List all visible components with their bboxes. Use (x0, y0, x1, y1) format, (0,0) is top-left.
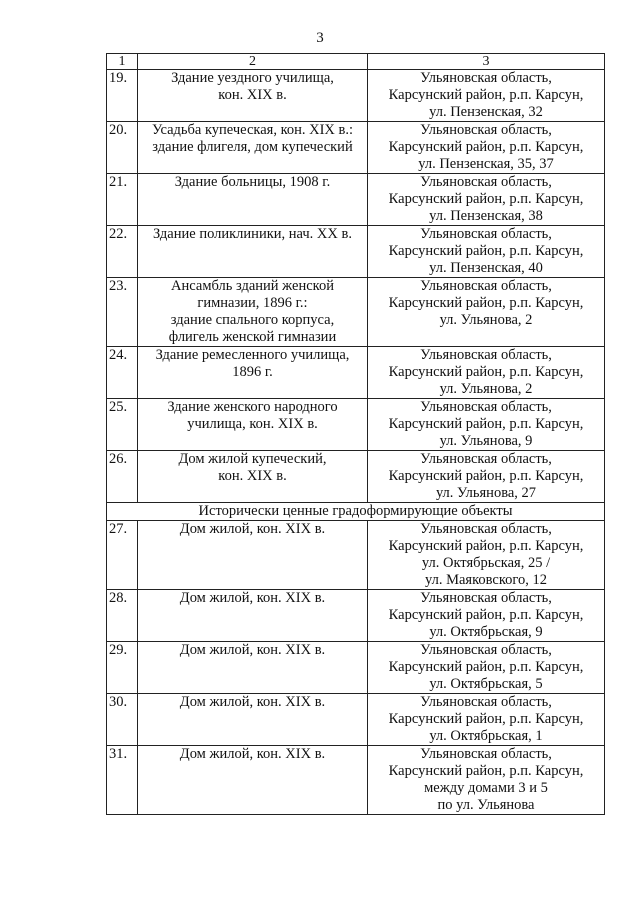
address-cell (368, 642, 605, 694)
object-name-line: гимназии, 1896 г.: (197, 295, 308, 311)
section-row (107, 503, 605, 521)
address-line: Карсунский район, р.п. Карсун, (388, 659, 584, 675)
address-line: Ульяновская область, (420, 694, 552, 710)
table-row (107, 70, 605, 122)
address-line: ул. Пензенская, 35, 37 (418, 156, 554, 172)
object-name-line: Дом жилой, кон. XIX в. (179, 694, 326, 710)
address-line: ул. Пензенская, 32 (429, 104, 543, 120)
header-col-1: 1 (107, 54, 138, 70)
address-line: Карсунский район, р.п. Карсун, (388, 538, 584, 554)
object-name-line: 1896 г. (232, 364, 273, 380)
address-line: Карсунский район, р.п. Карсун, (388, 139, 584, 155)
address-line: Карсунский район, р.п. Карсун, (388, 468, 584, 484)
object-name-cell (138, 590, 368, 642)
object-name-line: кон. XIX в. (218, 87, 287, 103)
row-number: 19. (107, 70, 138, 122)
table-row (107, 746, 605, 815)
table-row (107, 521, 605, 590)
table-row (107, 122, 605, 174)
object-name-cell (138, 226, 368, 278)
address-cell (368, 521, 605, 590)
object-name-cell (138, 174, 368, 226)
table-row (107, 451, 605, 503)
row-number: 22. (107, 226, 138, 278)
address-line: ул. Пензенская, 40 (429, 260, 543, 276)
address-line: Ульяновская область, (420, 590, 552, 606)
address-cell (368, 399, 605, 451)
object-name-line: здание спального корпуса, (170, 312, 335, 328)
object-name-cell (138, 694, 368, 746)
table-header-row (107, 54, 605, 70)
object-name-line: Здание ремесленного училища, (155, 347, 350, 363)
object-name-line: Здание поликлиники, нач. XX в. (153, 226, 352, 242)
object-name-line: Дом жилой, кон. XIX в. (179, 590, 326, 606)
address-line: Карсунский район, р.п. Карсун, (388, 711, 584, 727)
object-name-line: Дом жилой, кон. XIX в. (179, 746, 326, 762)
object-name-cell (138, 70, 368, 122)
address-line: Ульяновская область, (420, 746, 552, 762)
object-name-line: Дом жилой, кон. XIX в. (179, 521, 326, 537)
address-line: Ульяновская область, (420, 174, 552, 190)
address-line: между домами 3 и 5 (424, 780, 548, 796)
address-line: Ульяновская область, (420, 122, 552, 138)
address-cell (368, 746, 605, 815)
table-row (107, 226, 605, 278)
object-name-cell (138, 278, 368, 347)
address-cell (368, 451, 605, 503)
object-name-line: Здание больницы, 1908 г. (174, 174, 331, 190)
table-row (107, 694, 605, 746)
section-title: Исторически ценные градоформирующие объекты (107, 503, 605, 521)
address-line: ул. Октябрьская, 25 / (421, 555, 551, 571)
row-number: 28. (107, 590, 138, 642)
address-cell (368, 226, 605, 278)
address-line: по ул. Ульянова (437, 797, 535, 813)
object-name-cell (138, 347, 368, 399)
header-col-3: 3 (368, 54, 605, 70)
table-row (107, 347, 605, 399)
address-cell (368, 347, 605, 399)
object-name-line: Ансамбль зданий женской (171, 278, 334, 294)
object-name-cell (138, 521, 368, 590)
address-line: Карсунский район, р.п. Карсун, (388, 87, 584, 103)
table-row (107, 399, 605, 451)
address-line: ул. Ульянова, 27 (435, 485, 537, 501)
address-cell (368, 590, 605, 642)
address-cell (368, 174, 605, 226)
table-section (107, 503, 605, 521)
address-cell (368, 122, 605, 174)
address-line: Карсунский район, р.п. Карсун, (388, 607, 584, 623)
address-line: ул. Ульянова, 2 (439, 312, 533, 328)
address-cell (368, 694, 605, 746)
table-row (107, 590, 605, 642)
row-number: 26. (107, 451, 138, 503)
row-number: 25. (107, 399, 138, 451)
address-line: Карсунский район, р.п. Карсун, (388, 191, 584, 207)
object-name-cell (138, 746, 368, 815)
row-number: 27. (107, 521, 138, 590)
address-line: Ульяновская область, (420, 70, 552, 86)
address-line: ул. Октябрьская, 1 (429, 728, 543, 744)
object-name-line: здание флигеля, дом купеческий (152, 139, 353, 155)
object-name-line: флигель женской гимназии (168, 329, 337, 345)
table-row (107, 278, 605, 347)
address-line: ул. Маяковского, 12 (425, 572, 547, 588)
object-name-line: Здание женского народного (167, 399, 338, 415)
row-number: 23. (107, 278, 138, 347)
page-number: 3 (316, 30, 324, 46)
address-line: Карсунский район, р.п. Карсун, (388, 416, 584, 432)
table-row (107, 174, 605, 226)
object-name-cell (138, 399, 368, 451)
row-number: 31. (107, 746, 138, 815)
address-line: Карсунский район, р.п. Карсун, (388, 295, 584, 311)
object-name-line: Дом жилой, кон. XIX в. (179, 642, 326, 658)
table-body-valuable-objects (107, 521, 605, 815)
address-line: ул. Октябрьская, 5 (429, 676, 543, 692)
address-line: Ульяновская область, (420, 451, 552, 467)
object-name-line: Здание уездного училища, (171, 70, 334, 86)
row-number: 24. (107, 347, 138, 399)
address-cell (368, 278, 605, 347)
row-number: 30. (107, 694, 138, 746)
row-number: 21. (107, 174, 138, 226)
address-line: Ульяновская область, (420, 226, 552, 242)
address-line: ул. Пензенская, 38 (429, 208, 543, 224)
address-line: Ульяновская область, (420, 278, 552, 294)
object-name-line: училища, кон. XIX в. (187, 416, 318, 432)
address-line: Ульяновская область, (420, 642, 552, 658)
address-line: Карсунский район, р.п. Карсун, (388, 364, 584, 380)
address-line: Карсунский район, р.п. Карсун, (388, 763, 584, 779)
table-row (107, 642, 605, 694)
object-name-cell (138, 642, 368, 694)
address-line: Карсунский район, р.п. Карсун, (388, 243, 584, 259)
address-line: Ульяновская область, (420, 399, 552, 415)
address-line: ул. Ульянова, 9 (439, 433, 533, 449)
address-line: Ульяновская область, (420, 347, 552, 363)
object-name-cell (138, 122, 368, 174)
address-line: Ульяновская область, (420, 521, 552, 537)
object-name-line: кон. XIX в. (218, 468, 287, 484)
row-number: 29. (107, 642, 138, 694)
header-col-2: 2 (138, 54, 368, 70)
heritage-objects-table (106, 53, 605, 815)
address-line: ул. Октябрьская, 9 (429, 624, 543, 640)
address-line: ул. Ульянова, 2 (439, 381, 533, 397)
row-number: 20. (107, 122, 138, 174)
address-cell (368, 70, 605, 122)
object-name-line: Усадьба купеческая, кон. XIX в.: (151, 122, 354, 138)
object-name-line: Дом жилой купеческий, (178, 451, 327, 467)
table-body-objects (107, 70, 605, 503)
object-name-cell (138, 451, 368, 503)
